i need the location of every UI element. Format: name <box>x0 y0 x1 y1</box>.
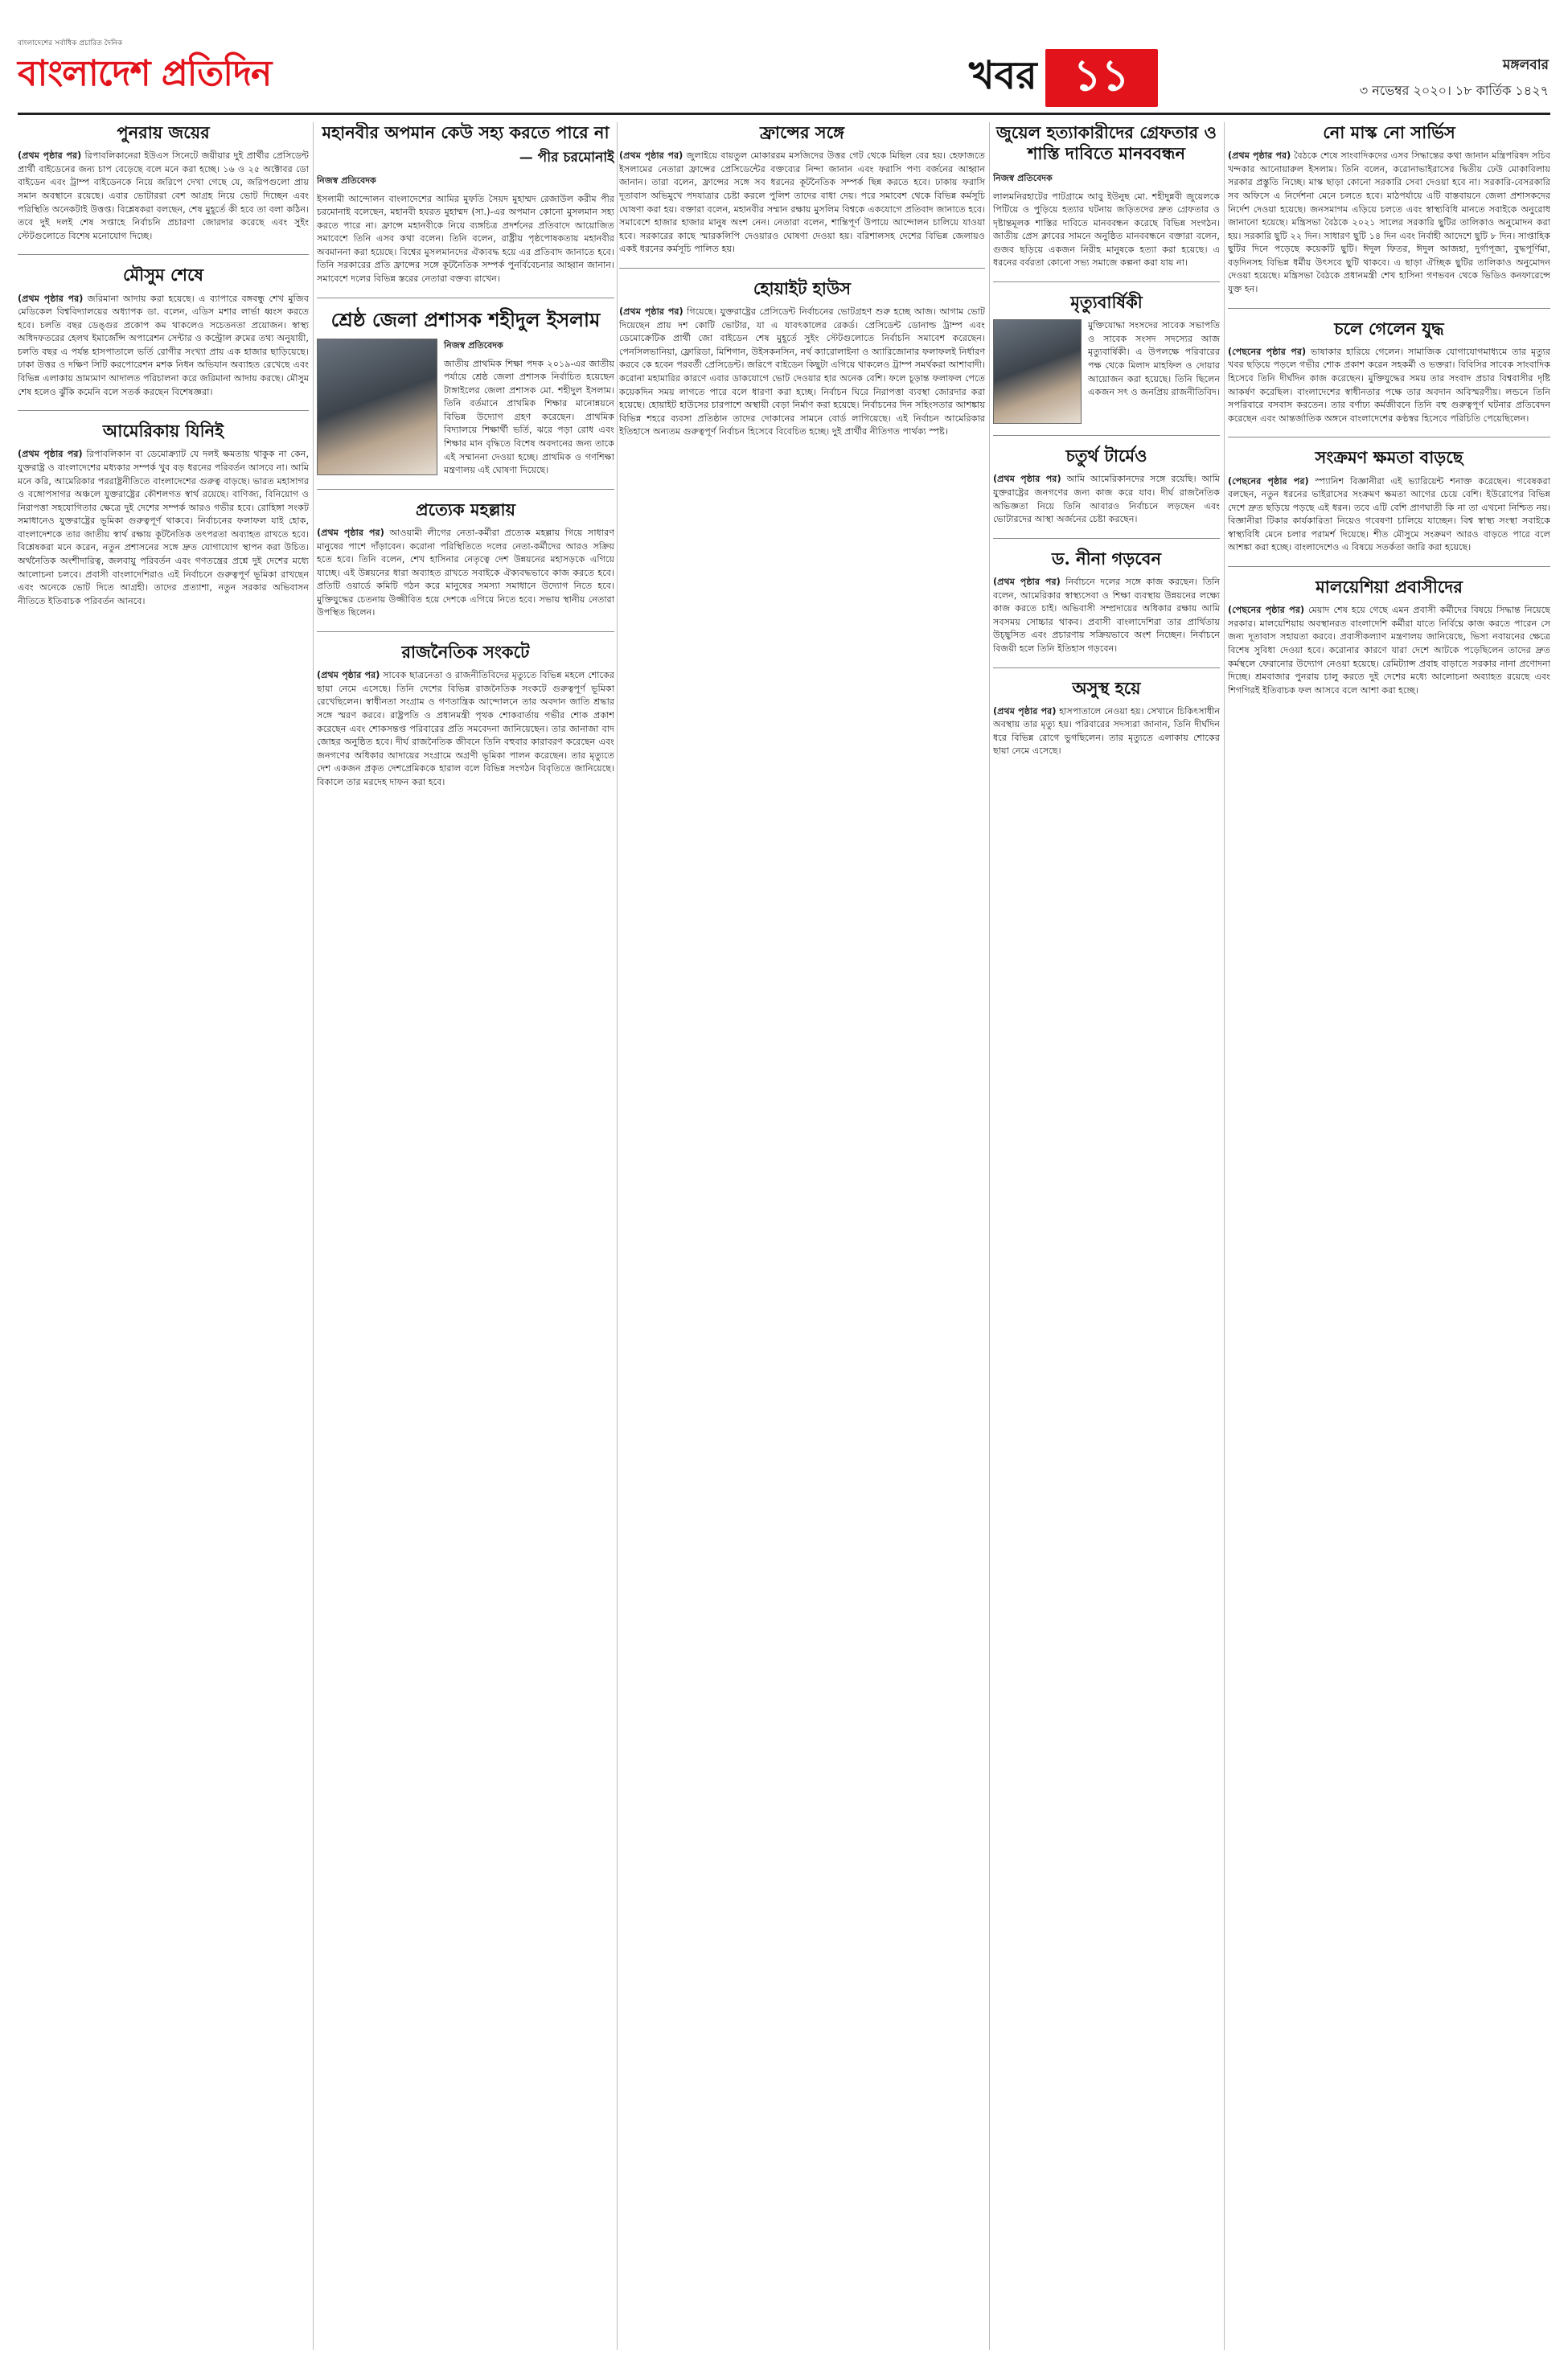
article-headline[interactable]: রাজনৈতিক সংকটে <box>401 642 530 663</box>
column-fourth <box>993 122 1220 2350</box>
article-body: (প্রথম পৃষ্ঠার পর) আমি আমেরিকানদের সঙ্গে রয়েছি। আমি যুক্তরাষ্ট্রের জনগণের জন্য কাজ করে যাব। দীর্ঘ রাজনৈতিক অভিজ্ঞতা নিয়ে তিনি আবারও নির্বাচনে লড়ছেন এবং ভোটারদের আস্থা অর্জনের চেষ্টা করছেন। <box>993 474 1220 525</box>
continuation-ref: (পেছনের পৃষ্ঠার পর) <box>1228 475 1309 487</box>
divider <box>317 631 614 632</box>
divider <box>993 538 1220 539</box>
article-body: (প্রথম পৃষ্ঠার পর) গিয়েছে। যুক্তরাষ্ট্রের প্রেসিডেন্ট নির্বাচনের ভোটগ্রহণ শুরু হচ্ছে আজ। আগাম ভোট দিয়েছেন প্রায় দশ কোটি ভোটার, যা এ যাবৎকালের রেকর্ড। প্রেসিডেন্ট ডোনাল্ড ট্রাম্প এবং ডেমোক্রেটিক প্রার্থী জো বাইডেন শেষ মুহূর্তে সুইং স্টেটগুলোতে নির্বাচনি সমাবেশ করেছেন। পেনসিলভানিয়া, ফ্লোরিডা, মিশিগান, উইসকনসিন, নর্থ ক্যারোলাইনা ও অ্যারিজোনার ফলাফলই নির্ধারণ করবে কে হবেন পরবর্তী প্রেসিডেন্ট। জরিপে বাইডেন কিছুটা এগিয়ে থাকলেও ট্রাম্প সমর্থকরা আশাবাদী। করোনা মহামারির কারণে এবার ডাকযোগে ভোট দেওয়ার হার অনেক বেশি। ফলে চূড়ান্ত ফলাফল পেতে কয়েকদিন সময় লাগতে পারে বলে ধারণা করা হচ্ছে। নির্বাচন ঘিরে নিরাপত্তা ব্যবস্থা জোরদার করা হয়েছে। হোয়াইট হাউসের চারপাশে অস্থায়ী বেড়া নির্মাণ করা হয়েছে। নির্বাচনের দিন সহিংসতার আশঙ্কায় বিভিন্ন শহরে ব্যবসা প্রতিষ্ঠান তাদের দোকানের সামনে বোর্ড লাগিয়েছে। এই নির্বাচন আমেরিকার ইতিহাসে অন্যতম গুরুত্বপূর্ণ নির্বাচন হিসেবে বিবেচিত হচ্ছে। দুই প্রার্থীর নীতিগত পার্থক্য স্পষ্ট। <box>619 306 985 437</box>
continuation-ref: (পেছনের পৃষ্ঠার পর) <box>1228 346 1307 357</box>
article-america <box>18 421 309 608</box>
article-headline[interactable]: অসুস্থ হয়ে <box>1072 677 1141 698</box>
article-body: (পেছনের পৃষ্ঠার পর) ভাষাকার হারিয়ে গেলেন। সামাজিক যোগাযোগমাধ্যমে তার মৃত্যুর খবর ছড়িয়ে পড়লে গভীর শোক প্রকাশ করেন সহকর্মী ও ভক্তরা। বিবিসির সাবেক সাংবাদিক হিসেবে তিনি দীর্ঘদিন কাজ করেছেন। মুক্তিযুদ্ধের সময় তার সংবাদ প্রচার বিশ্ববাসীর দৃষ্টি আকর্ষণ করেছিল। বাংলাদেশের স্বাধীনতার পক্ষে তার অবদান অবিস্মরণীয়। লন্ডনে তিনি সপরিবারে বসবাস করতেন। তার বর্ণাঢ্য কর্মজীবনে তিনি বহু গুরুত্বপূর্ণ ঘটনার প্রতিবেদন করেছেন এবং আন্তর্জাতিক অঙ্গনে বাংলাদেশের কণ্ঠস্বর হিসেবে পরিচিতি পেয়েছিলেন। <box>1228 346 1550 424</box>
article-whitehouse <box>619 278 985 439</box>
divider <box>1228 308 1550 309</box>
article-headline[interactable]: প্রত্যেক মহল্লায় <box>415 499 516 520</box>
page-number-badge: ১১ <box>1045 49 1158 107</box>
article-body: (প্রথম পৃষ্ঠার পর) হাসপাতালে নেওয়া হয়। সেখানে চিকিৎসাধীন অবস্থায় তার মৃত্যু হয়। পরিবারের সদস্যরা জানান, তিনি দীর্ঘদিন ধরে বিভিন্ন রোগে ভুগছিলেন। তার মৃত্যুতে এলাকায় শোকের ছায়া নেমে এসেছে। <box>993 705 1220 757</box>
article-byline: নিজস্ব প্রতিবেদক <box>317 175 376 186</box>
continuation-ref: (প্রথম পৃষ্ঠার পর) <box>619 150 683 162</box>
article-headline[interactable]: আমেরিকায় যিনিই <box>102 421 224 442</box>
column-divider <box>1224 122 1225 2350</box>
article-osustho <box>993 678 1220 759</box>
masthead-rule <box>18 113 1550 115</box>
article-mausum <box>18 265 309 399</box>
dateline: ৩ নভেম্বর ২০২০। ১৮ কার্তিক ১৪২৭ <box>1359 83 1549 98</box>
article-body: (পেছনের পৃষ্ঠার পর) মেয়াদ শেষ হয়ে গেছে এমন প্রবাসী কর্মীদের বিষয়ে সিদ্ধান্ত নিয়েছে সরকার। মালয়েশিয়ায় অবস্থানরত বাংলাদেশি কর্মীরা যাতে নির্বিঘ্নে কাজ করতে পারেন সে জন্য দূতাবাস সহায়তা করবে। প্রবাসীকল্যাণ মন্ত্রণালয় জানিয়েছে, ভিসা নবায়নের ক্ষেত্রে বিশেষ সুবিধা দেওয়া হবে। করোনার কারণে যারা দেশে আটকে পড়েছিলেন তাদের দ্রুত কর্মস্থলে ফেরানোর উদ্যোগ নেওয়া হয়েছে। রেমিট্যান্স প্রবাহ বাড়াতে সরকার নানা প্রণোদনা দিচ্ছে। শ্রমবাজার পুনরায় চালু করতে দুই দেশের মধ্যে আলোচনা অব্যাহত রয়েছে এবং শিগগিরই ইতিবাচক ফল আসবে বলে আশা করা হচ্ছে। <box>1228 605 1550 696</box>
article-body: (প্রথম পৃষ্ঠার পর) নির্বাচনে দলের সঙ্গে কাজ করছেন। তিনি বলেন, আমেরিকার স্বাস্থ্যসেবা ও শিক্ষা ব্যবস্থায় উন্নয়নের লক্ষ্যে কাজ করতে চাই। অভিবাসী সম্প্রদায়ের অধিকার রক্ষায় আমি সবসময় সোচ্চার থাকব। প্রবাসী বাংলাদেশিরা তার প্রার্থিতায় উচ্ছ্বসিত এবং প্রচারণায় সক্রিয়ভাবে অংশ নিচ্ছেন। নির্বাচনে বিজয়ী হলে তিনি ইতিহাস গড়বেন। <box>993 577 1220 654</box>
section-header <box>969 48 1158 108</box>
article-protyek <box>317 499 614 620</box>
photo-row <box>317 339 614 478</box>
article-mask <box>1228 122 1550 297</box>
article-body: (প্রথম পৃষ্ঠার পর) রিপাবলিকানেরা ইউএস সিনেটে জয়ীয়ার দুই প্রার্থীর প্রেসিডেন্ট প্রার্থী বাইডেনের জন্য চাপ বেড়েছে বলে মনে করা হচ্ছে। ১৬ ও ২৫ অক্টোবর ডো বাইডেন এবং ট্রাম্প বাইডেনকে নিয়ে জরিপে দেখা গেছে যে, জরিপগুলো প্রায় সমান অবস্থানে রয়েছে। এবার ভোটাররা বেশ আগ্রহ নিয়ে ভোট দিচ্ছেন এবং পরিস্থিতি অনেকটাই উত্তপ্ত। বিশ্লেষকরা বলছেন, শেষ মুহূর্তে কী হবে তা বলা কঠিন। তবে দুই দলই শেষ সপ্তাহে নির্বাচনি প্রচারণা জোরদার করেছে এবং সুইং স্টেটগুলোতে বিশেষ মনোযোগ দিচ্ছে। <box>18 150 309 241</box>
article-nina <box>993 548 1220 656</box>
photo-row <box>993 319 1220 424</box>
column-right <box>1228 122 1550 2350</box>
section-name: খবর <box>969 52 1037 98</box>
brand-tagline: বাংলাদেশের সর্বাধিক প্রচারিত দৈনিক <box>18 39 123 47</box>
divider <box>18 254 309 255</box>
divider <box>1228 566 1550 567</box>
continuation-ref: (প্রথম পৃষ্ঠার পর) <box>317 670 380 681</box>
article-body: জাতীয় প্রাথমিক শিক্ষা পদক ২০১৯-এর জাতীয় পর্যায়ে শ্রেষ্ঠ জেলা প্রশাসক নির্বাচিত হয়েছেন টাঙ্গাইলের জেলা প্রশাসক মো. শহীদুল ইসলাম। তিনি বর্তমানে প্রাথমিক শিক্ষার মানোন্নয়নে বিভিন্ন উদ্যোগ গ্রহণ করেছেন। প্রাথমিক বিদ্যালয়ে শিক্ষার্থী ভর্তি, ঝরে পড়া রোধ এবং শিক্ষার মান বৃদ্ধিতে বিশেষ অবদানের জন্য তাকে এই সম্মাননা দেওয়া হচ্ছে। প্রাথমিক ও গণশিক্ষা মন্ত্রণালয় এই ঘোষণা দিয়েছে। <box>444 358 614 476</box>
continuation-ref: (পেছনের পৃষ্ঠার পর) <box>1228 605 1305 616</box>
article-chaturtha <box>993 446 1220 527</box>
article-body: মুক্তিযোদ্ধা সংসদের সাবেক সভাপতি ও সাবেক সংসদ সদস্যের আজ মৃত্যুবার্ষিকী। এ উপলক্ষে পরিবারের পক্ষ থেকে মিলাদ মাহফিল ও দোয়ার আয়োজন করা হয়েছে। তিনি ছিলেন একজন সৎ ও জনপ্রিয় রাজনীতিবিদ। <box>1088 320 1220 398</box>
article-body: (প্রথম পৃষ্ঠার পর) জরিমানা আদায় করা হয়েছে। এ ব্যাপারে বঙ্গবন্ধু শেখ মুজিব মেডিকেল বিশ্ববিদ্যালয়ের অধ্যাপক ডা. বলেন, এডিস মশার লার্ভা ধ্বংস করতে হবে। চলতি বছর ডেঙ্গুর প্রকোপ কম থাকলেও সচেতনতা প্রয়োজন। স্বাস্থ্য অধিদফতরের হেলথ ইমার্জেন্সি অপারেশন সেন্টার ও কন্ট্রোল রুমের তথ্য অনুযায়ী, চলতি বছর এ পর্যন্ত হাসপাতালে ভর্তি রোগীর সংখ্যা প্রায় এক হাজার ছাড়িয়েছে। ঢাকা উত্তর ও দক্ষিণ সিটি করপোরেশন মশক নিধন অভিযান অব্যাহত রেখেছে এবং বিভিন্ন এলাকায় ভ্রাম্যমাণ আদালত পরিচালনা করে জরিমানা আদায় করছে। মৌসুম শেষ হলেও ঝুঁকি কমেনি বলে সতর্ক করছেন বিশেষজ্ঞরা। <box>18 293 309 397</box>
article-headline[interactable]: মালয়েশিয়া প্রবাসীদের <box>1316 577 1463 598</box>
article-headline[interactable]: হোয়াইট হাউস <box>753 277 852 298</box>
article-sangkraman <box>1228 447 1550 555</box>
article-headline[interactable]: মহানবীর অপমান কেউ সহ্য করতে পারে না <box>322 122 610 142</box>
continuation-ref: (প্রথম পৃষ্ঠার পর) <box>993 705 1057 717</box>
article-body: (প্রথম পৃষ্ঠার পর) বৈঠকে শেষে সাংবাদিকদের এসব সিদ্ধান্তের কথা জানান মন্ত্রিপরিষদ সচিব খন্দকার আনোয়ারুল ইসলাম। তিনি বলেন, করোনাভাইরাসের দ্বিতীয় ঢেউ মোকাবিলায় সরকার প্রস্তুতি নিচ্ছে। মাস্ক ছাড়া কোনো সরকারি সেবা দেওয়া হবে না। সরকারি-বেসরকারি সব অফিসে এ নির্দেশনা মেনে চলতে হবে। মাঠপর্যায়ে এটি বাস্তবায়নে জেলা প্রশাসকদের নির্দেশ দেওয়া হয়েছে। জনসমাগম এড়িয়ে চলতে এবং স্বাস্থ্যবিধি মানতে সবাইকে অনুরোধ জানানো হয়েছে। মন্ত্রিসভা বৈঠকে ২০২১ সালের সরকারি ছুটির তালিকাও অনুমোদন করা হয়। সরকারি ছুটি ২২ দিন। সাধারণ ছুটি ১৪ দিন এবং নির্বাহী আদেশে ছুটি ৮ দিন। সাপ্তাহিক ছুটির দিনে পড়েছে কয়েকটি ছুটি। ঈদুল ফিতর, ঈদুল আজহা, দুর্গাপূজা, বুদ্ধপূর্ণিমা, বড়দিনসহ বিভিন্ন ধর্মীয় উৎসবে ছুটি থাকবে। এ ছাড়া ঐচ্ছিক ছুটির তালিকাও অনুমোদন দেওয়া হয়েছে। মন্ত্রিসভা বৈঠকে প্রধানমন্ত্রী শেখ হাসিনা গণভবন থেকে ভিডিও কনফারেন্সে যুক্ত হন। <box>1228 150 1550 295</box>
continuation-ref: (প্রথম পৃষ্ঠার পর) <box>18 293 84 304</box>
continuation-ref: (প্রথম পৃষ্ঠার পর) <box>1228 150 1291 162</box>
article-body: (প্রথম পৃষ্ঠার পর) সাবেক ছাত্রনেতা ও রাজনীতিবিদের মৃত্যুতে বিভিন্ন মহলে শোকের ছায়া নেমে এসেছে। তিনি দেশের বিভিন্ন রাজনৈতিক সংকটে গুরুত্বপূর্ণ ভূমিকা রেখেছিলেন। স্বাধীনতা সংগ্রাম ও গণতান্ত্রিক আন্দোলনে তার অবদান জাতি শ্রদ্ধার সঙ্গে স্মরণ করবে। রাষ্ট্রপতি ও প্রধানমন্ত্রী পৃথক শোকবার্তায় গভীর শোক প্রকাশ করেছেন এবং শোকসন্তপ্ত পরিবারের প্রতি সমবেদনা জানিয়েছেন। তার জানাজা বাদ জোহর অনুষ্ঠিত হবে। দীর্ঘ রাজনৈতিক জীবনে তিনি বহুবার কারাবরণ করেছেন এবং জনগণের অধিকার আদায়ের সংগ্রামে অগ্রণী ভূমিকা পালন করেছেন। তার মৃত্যুতে দেশ একজন প্রকৃত দেশপ্রেমিককে হারাল বলে বিভিন্ন সংগঠন বিবৃতিতে জানিয়েছে। বিকালে তার মরদেহ দাফন করা হবে। <box>317 670 614 787</box>
continuation-ref: (প্রথম পৃষ্ঠার পর) <box>18 150 82 162</box>
article-shrestha <box>317 308 614 478</box>
article-subhead: — পীর চরমোনাই <box>519 150 614 166</box>
article-mrittu <box>993 292 1220 424</box>
divider <box>993 667 1220 668</box>
article-headline[interactable]: ফ্রান্সের সঙ্গে <box>759 122 845 142</box>
column-divider <box>313 122 314 2350</box>
article-headline[interactable]: চলে গেলেন যুদ্ধ <box>1334 318 1444 339</box>
brand-logo[interactable]: বাংলাদেশ প্রতিদিন <box>18 53 272 94</box>
divider <box>619 268 985 269</box>
article-byline: নিজস্ব প্রতিবেদক <box>444 339 503 351</box>
article-headline[interactable]: পুনরায় জয়ের <box>117 122 210 142</box>
column-middle <box>619 122 985 2350</box>
article-byline: নিজস্ব প্রতিবেদক <box>993 172 1053 183</box>
continuation-ref: (প্রথম পৃষ্ঠার পর) <box>993 577 1061 588</box>
divider <box>18 410 309 411</box>
article-headline[interactable]: নো মাস্ক নো সার্ভিস <box>1323 122 1455 142</box>
continuation-ref: (প্রথম পৃষ্ঠার পর) <box>619 306 683 318</box>
article-body: (প্রথম পৃষ্ঠার পর) আওয়ামী লীগের নেতা-কর্মীরা প্রত্যেক মহল্লায় গিয়ে সাধারণ মানুষের পাশে দাঁড়াবেন। করোনা পরিস্থিতিতে দলের নেতা-কর্মীদের আরও সক্রিয় হতে হবে। তিনি বলেন, শেখ হাসিনার নেতৃত্বে দেশ উন্নয়নের মহাসড়কে এগিয়ে যাচ্ছে। এই উন্নয়নের ধারা অব্যাহত রাখতে সবাইকে ঐক্যবদ্ধভাবে কাজ করতে হবে। প্রতিটি ওয়ার্ডে কমিটি গঠন করে মানুষের সমস্যা সমাধানে উদ্যোগ নিতে হবে। মুক্তিযুদ্ধের চেতনায় উজ্জীবিত হয়ে দেশকে এগিয়ে নিতে হবে। সভায় স্থানীয় নেতারা উপস্থিত ছিলেন। <box>317 528 614 618</box>
article-body: লালমনিরহাটের পাটগ্রামে আবু ইউনুছ মো. শহীদুন্নবী জুয়েলকে পিটিয়ে ও পুড়িয়ে হত্যার ঘটনায় জড়িতদের দ্রুত গ্রেফতার ও দৃষ্টান্তমূলক শাস্তির দাবিতে মানববন্ধন করেছে বিভিন্ন সংগঠন। জাতীয় প্রেস ক্লাবের সামনে অনুষ্ঠিত মানববন্ধনে বক্তারা বলেন, গুজব ছড়িয়ে একজন নিরীহ মানুষকে হত্যা করা হয়েছে। এ ধরনের বর্বরতা কোনো সভ্য সমাজে কল্পনা করা যায় না। <box>993 191 1220 269</box>
column-divider <box>989 122 990 2350</box>
article-body: ইসলামী আন্দোলন বাংলাদেশের আমির মুফতি সৈয়দ মুহাম্মদ রেজাউল করীম পীর চরমোনাই বলেছেন, মহানবী হযরত মুহাম্মদ (সা.)-এর অপমান কোনো মুসলমান সহ্য করতে পারে না। ফ্রান্সে মহানবীকে নিয়ে ব্যঙ্গচিত্র প্রদর্শনের প্রতিবাদে আয়োজিত সমাবেশে তিনি এসব কথা বলেন। তিনি বলেন, রাষ্ট্রীয় পৃষ্ঠপোষকতায় মহানবীর অবমাননা করা হয়েছে। বিশ্বের মুসলমানদের ঐক্যবদ্ধ হয়ে এর প্রতিবাদ জানাতে হবে। তিনি সরকারের প্রতি ফ্রান্সের সঙ্গে কূটনৈতিক সম্পর্ক পুনর্বিবেচনার আহ্বান জানান। সমাবেশে দলের বিভিন্ন স্তরের নেতারা বক্তব্য রাখেন। <box>317 193 614 284</box>
article-france <box>619 122 985 257</box>
article-headline[interactable]: মৌসুম শেষে <box>123 265 203 285</box>
article-juddha <box>1228 318 1550 426</box>
divider <box>993 281 1220 282</box>
article-headline[interactable]: শ্রেষ্ঠ জেলা প্রশাসক শহীদুল ইসলাম <box>330 307 601 331</box>
article-mahanabi <box>317 122 614 286</box>
continuation-ref: (প্রথম পৃষ্ঠার পর) <box>317 528 384 538</box>
article-body: (পেছনের পৃষ্ঠার পর) স্প্যানিশ বিজ্ঞানীরা এই ভ্যারিয়েন্ট শনাক্ত করেছেন। গবেষকরা বলছেন, নতুন ধরনের ভাইরাসের সংক্রমণ ক্ষমতা আগের চেয়ে বেশি। ইউরোপের বিভিন্ন দেশে দ্রুত ছড়িয়ে পড়ছে এই ধরন। তবে এটি বেশি প্রাণঘাতী কি না তা এখনো নিশ্চিত নয়। বিজ্ঞানীরা টিকার কার্যকারিতা নিয়েও গবেষণা চালিয়ে যাচ্ছেন। বিশ্ব স্বাস্থ্য সংস্থা সবাইকে স্বাস্থ্যবিধি মেনে চলার পরামর্শ দিয়েছে। শীত মৌসুমে সংক্রমণ আরও বাড়তে পারে বলে আশঙ্কা করা হচ্ছে। বাংলাদেশেও এ বিষয়ে সতর্কতা জারি করা হয়েছে। <box>1228 475 1550 553</box>
article-headline[interactable]: জুয়েল হত্যাকারীদের গ্রেফতার ও শাস্তি দাবিতে মানববন্ধন <box>996 122 1217 164</box>
article-headline[interactable]: সংক্রমণ ক্ষমতা বাড়ছে <box>1315 447 1463 468</box>
column-left <box>18 122 309 2350</box>
continuation-ref: (প্রথম পৃষ্ঠার পর) <box>18 449 83 460</box>
article-headline[interactable]: ড. নীনা গড়বেন <box>1052 548 1161 569</box>
article-punoray <box>18 122 309 243</box>
continuation-ref: (প্রথম পৃষ্ঠার পর) <box>993 474 1061 485</box>
divider <box>317 489 614 490</box>
portrait-photo <box>317 339 437 475</box>
column-second <box>317 122 614 2350</box>
weekday: মঙ্গলবার <box>1502 57 1549 73</box>
article-headline[interactable]: চতুর্থ টার্মেও <box>1065 446 1147 466</box>
article-malaysia <box>1228 577 1550 697</box>
divider <box>993 435 1220 436</box>
masthead <box>0 0 1568 100</box>
portrait-photo <box>993 319 1082 424</box>
article-rajnoitik <box>317 642 614 789</box>
article-headline[interactable]: মৃত্যুবার্ষিকী <box>1070 291 1143 312</box>
article-body: (প্রথম পৃষ্ঠার পর) রিপাবলিকান বা ডেমোক্র্যাট যে দলই ক্ষমতায় থাকুক না কেন, যুক্তরাষ্ট্র ও বাংলাদেশের মধ্যকার সম্পর্ক খুব বড় ধরনের পরিবর্তন আসবে না। আমি মনে করি, আমেরিকার পররাষ্ট্রনীতিতে বাংলাদেশের গুরুত্ব বাড়ছে। ভারত মহাসাগর ও বঙ্গোপসাগর অঞ্চলে যুক্তরাষ্ট্রের কৌশলগত স্বার্থ রয়েছে। বাণিজ্য, বিনিয়োগ ও নিরাপত্তা সহযোগিতার ক্ষেত্রে দুই দেশের সম্পর্ক আরও গভীর হবে। রোহিঙ্গা সংকট সমাধানেও যুক্তরাষ্ট্রের ভূমিকা গুরুত্বপূর্ণ থাকবে। নির্বাচনের ফলাফল যাই হোক, বাংলাদেশকে তার জাতীয় স্বার্থ রক্ষায় কূটনৈতিক তৎপরতা অব্যাহত রাখতে হবে। বিশ্লেষকরা মনে করেন, নতুন প্রশাসনের সঙ্গে দ্রুত যোগাযোগ স্থাপন করা উচিত। অর্থনৈতিক অংশীদারিত্ব, জলবায়ু পরিবর্তন এবং গণতন্ত্রের প্রশ্নে দুই দেশের মধ্যে আলোচনা চলবে। প্রবাসী বাংলাদেশিরাও এই নির্বাচনে গুরুত্বপূর্ণ ভূমিকা রাখছেন এবং অনেকে ভোট দিতে আগ্রহী। তাদের প্রত্যাশা, নতুন সরকার অভিবাসন নীতিতে ইতিবাচক পরিবর্তন আনবে। <box>18 449 309 606</box>
article-jewel <box>993 122 1220 270</box>
column-divider <box>617 122 618 2350</box>
article-body: (প্রথম পৃষ্ঠার পর) জুলাইয়ে বায়তুল মোকাররম মসজিদের উত্তর গেট থেকে মিছিল বের হয়। হেফাজতে ইসলামের নেতারা ফ্রান্সের প্রেসিডেন্টের বক্তব্যের নিন্দা জানান এবং ফরাসি পণ্য বর্জনের আহ্বান জানান। তারা বলেন, ফ্রান্সের সঙ্গে সব ধরনের কূটনৈতিক সম্পর্ক ছিন্ন করতে হবে। ঢাকায় ফরাসি দূতাবাস অভিমুখে পদযাত্রার চেষ্টা করলে পুলিশ তাদের বাধা দেয়। পরে সমাবেশ থেকে বিভিন্ন কর্মসূচি ঘোষণা করা হয়। বক্তারা বলেন, মহানবীর সম্মান রক্ষায় মুসলিম বিশ্বকে একযোগে প্রতিবাদ জানাতে হবে। সমাবেশে হাজার হাজার মানুষ অংশ নেন। নেতারা বলেন, শান্তিপূর্ণ উপায়ে আন্দোলন চালিয়ে যাওয়া হবে। সরকারের কাছে স্মারকলিপি দেওয়ারও ঘোষণা দেওয়া হয়। বরিশালসহ দেশের বিভিন্ন জেলায়ও একই ধরনের কর্মসূচি পালিত হয়। <box>619 150 985 255</box>
